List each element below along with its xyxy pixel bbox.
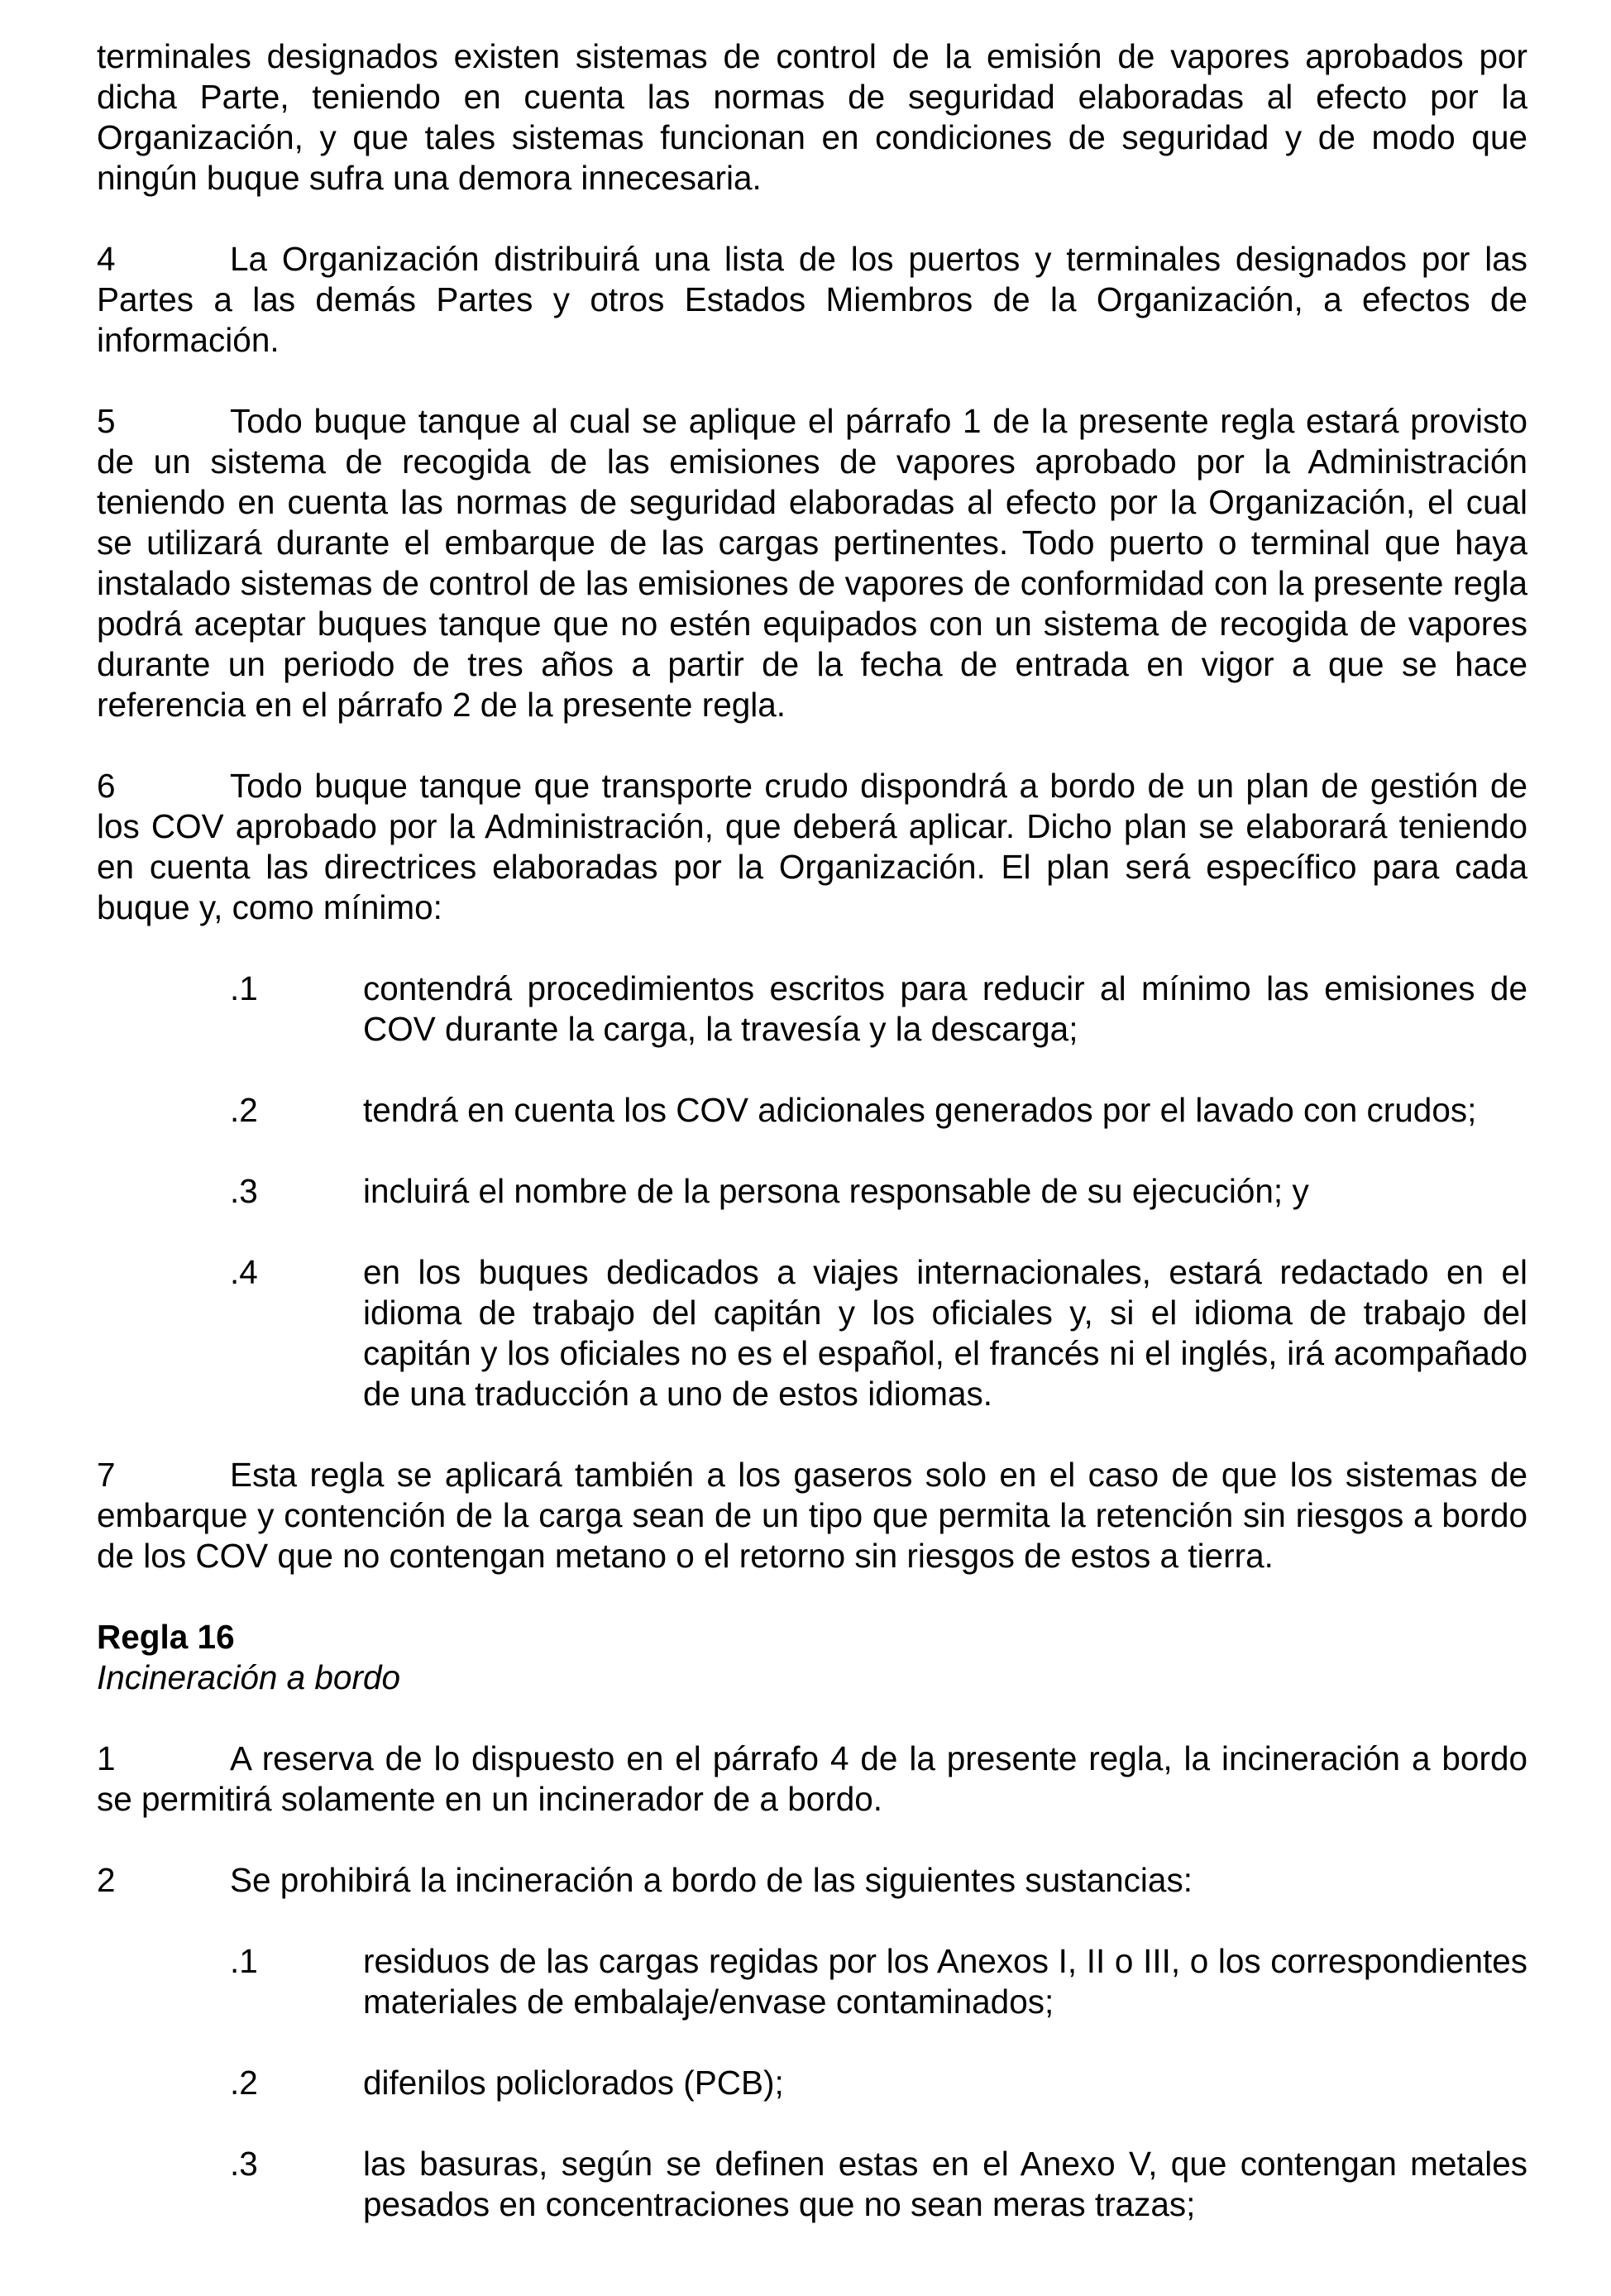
- list-item: [230, 1941, 1527, 2022]
- list-item-number: .1: [230, 1942, 258, 1980]
- paragraph-5: [97, 401, 1527, 725]
- list-item: [230, 1090, 1527, 1131]
- section-heading: Regla 16: [97, 1618, 235, 1656]
- list-item-text: contendrá procedimientos escritos para reducir al mínimo las emisiones de COV durante la carga, la travesía y la descarga;: [363, 969, 1527, 1048]
- paragraph-number: 2: [97, 1861, 116, 1899]
- list-item: [230, 969, 1527, 1050]
- paragraph-6: [97, 766, 1527, 928]
- paragraph-text: La Organización distribuirá una lista de los puertos y terminales designados por las Partes a las demás Partes y otros Estados Miembros de la Organización, a efectos de información.: [97, 240, 1527, 359]
- list-item-number: .2: [230, 2064, 258, 2102]
- document-page: [97, 36, 1527, 2265]
- paragraph-number: 6: [97, 767, 116, 805]
- paragraph-text: Todo buque tanque que transporte crudo dispondrá a bordo de un plan de gestión de los COV aprobado por la Administración, que deberá aplicar. Dicho plan se elaborará teniendo en cuenta las directrices elaboradas por la Organización. El plan será específico para cada buque y, como mínimo:: [97, 767, 1527, 926]
- list-item: [230, 1252, 1527, 1414]
- paragraph-text: Se prohibirá la incineración a bordo de las siguientes sustancias:: [230, 1861, 1193, 1899]
- paragraph-number: 4: [97, 240, 116, 278]
- list-item-text: en los buques dedicados a viajes internacionales, estará redactado en el idioma de trabajo del capitán y los oficiales y, si el idioma de trabajo del capitán y los oficiales no es el español, el francés ni el inglés, irá acompañado de una traducción a uno de estos idiomas.: [363, 1253, 1527, 1413]
- paragraph-4: [97, 239, 1527, 361]
- paragraph-number: 7: [97, 1456, 116, 1494]
- regla16-paragraph-2: [97, 1860, 1527, 1901]
- list-item: [230, 2144, 1527, 2225]
- continuation-paragraph: terminales designados existen sistemas de control de la emisión de vapores aprobados por dicha Parte, teniendo en cuenta las normas de seguridad elaboradas al efecto por la Organización, y que tales sistemas funcionan en condiciones de seguridad y de modo que ningún buque sufra una demora innecesaria.: [97, 37, 1527, 197]
- paragraph-text: Todo buque tanque al cual se aplique el párrafo 1 de la presente regla estará provisto de un sistema de recogida de las emisiones de vapores aprobado por la Administración teniendo en cuenta las normas de seguridad elaboradas al efecto por la Organización, el cual se utilizará durante el embarque de las cargas pertinentes. Todo puerto o terminal que haya instalado sistemas de control de las emisiones de vapores de conformidad con la presente regla podrá aceptar buques tanque que no estén equipados con un sistema de recogida de vapores durante un periodo de tres años a partir de la fecha de entrada en vigor a que se hace referencia en el párrafo 2 de la presente regla.: [97, 402, 1527, 724]
- list-item: [230, 2063, 1527, 2103]
- list-item-number: .3: [230, 1172, 258, 1210]
- list-item-text: tendrá en cuenta los COV adicionales generados por el lavado con crudos;: [363, 1091, 1477, 1129]
- paragraph-number: 1: [97, 1739, 116, 1777]
- paragraph-7: [97, 1455, 1527, 1576]
- list-item-number: .4: [230, 1253, 258, 1291]
- section-subheading: Incineración a bordo: [97, 1658, 400, 1696]
- list-item-number: .2: [230, 1091, 258, 1129]
- list-item-text: las basuras, según se definen estas en el Anexo V, que contengan metales pesados en concentraciones que no sean meras trazas;: [363, 2145, 1527, 2223]
- list-item-number: .1: [230, 969, 258, 1007]
- list-item-text: difenilos policlorados (PCB);: [363, 2064, 784, 2102]
- paragraph-text: Esta regla se aplicará también a los gaseros solo en el caso de que los sistemas de embarque y contención de la carga sean de un tipo que permita la retención sin riesgos a bordo de los COV que no contengan metano o el retorno sin riesgos de estos a tierra.: [97, 1456, 1527, 1575]
- list-item-number: .3: [230, 2145, 258, 2183]
- list-item-text: residuos de las cargas regidas por los Anexos I, II o III, o los correspondientes materiales de embalaje/envase contaminados;: [363, 1942, 1527, 2021]
- list-item: [230, 1171, 1527, 1212]
- paragraph-number: 5: [97, 402, 116, 440]
- regla16-paragraph-1: [97, 1739, 1527, 1820]
- list-item-text: incluirá el nombre de la persona responsable de su ejecución; y: [363, 1172, 1309, 1210]
- paragraph-text: A reserva de lo dispuesto en el párrafo 4 de la presente regla, la incineración a bordo se permitirá solamente en un incinerador de a bordo.: [97, 1739, 1527, 1818]
